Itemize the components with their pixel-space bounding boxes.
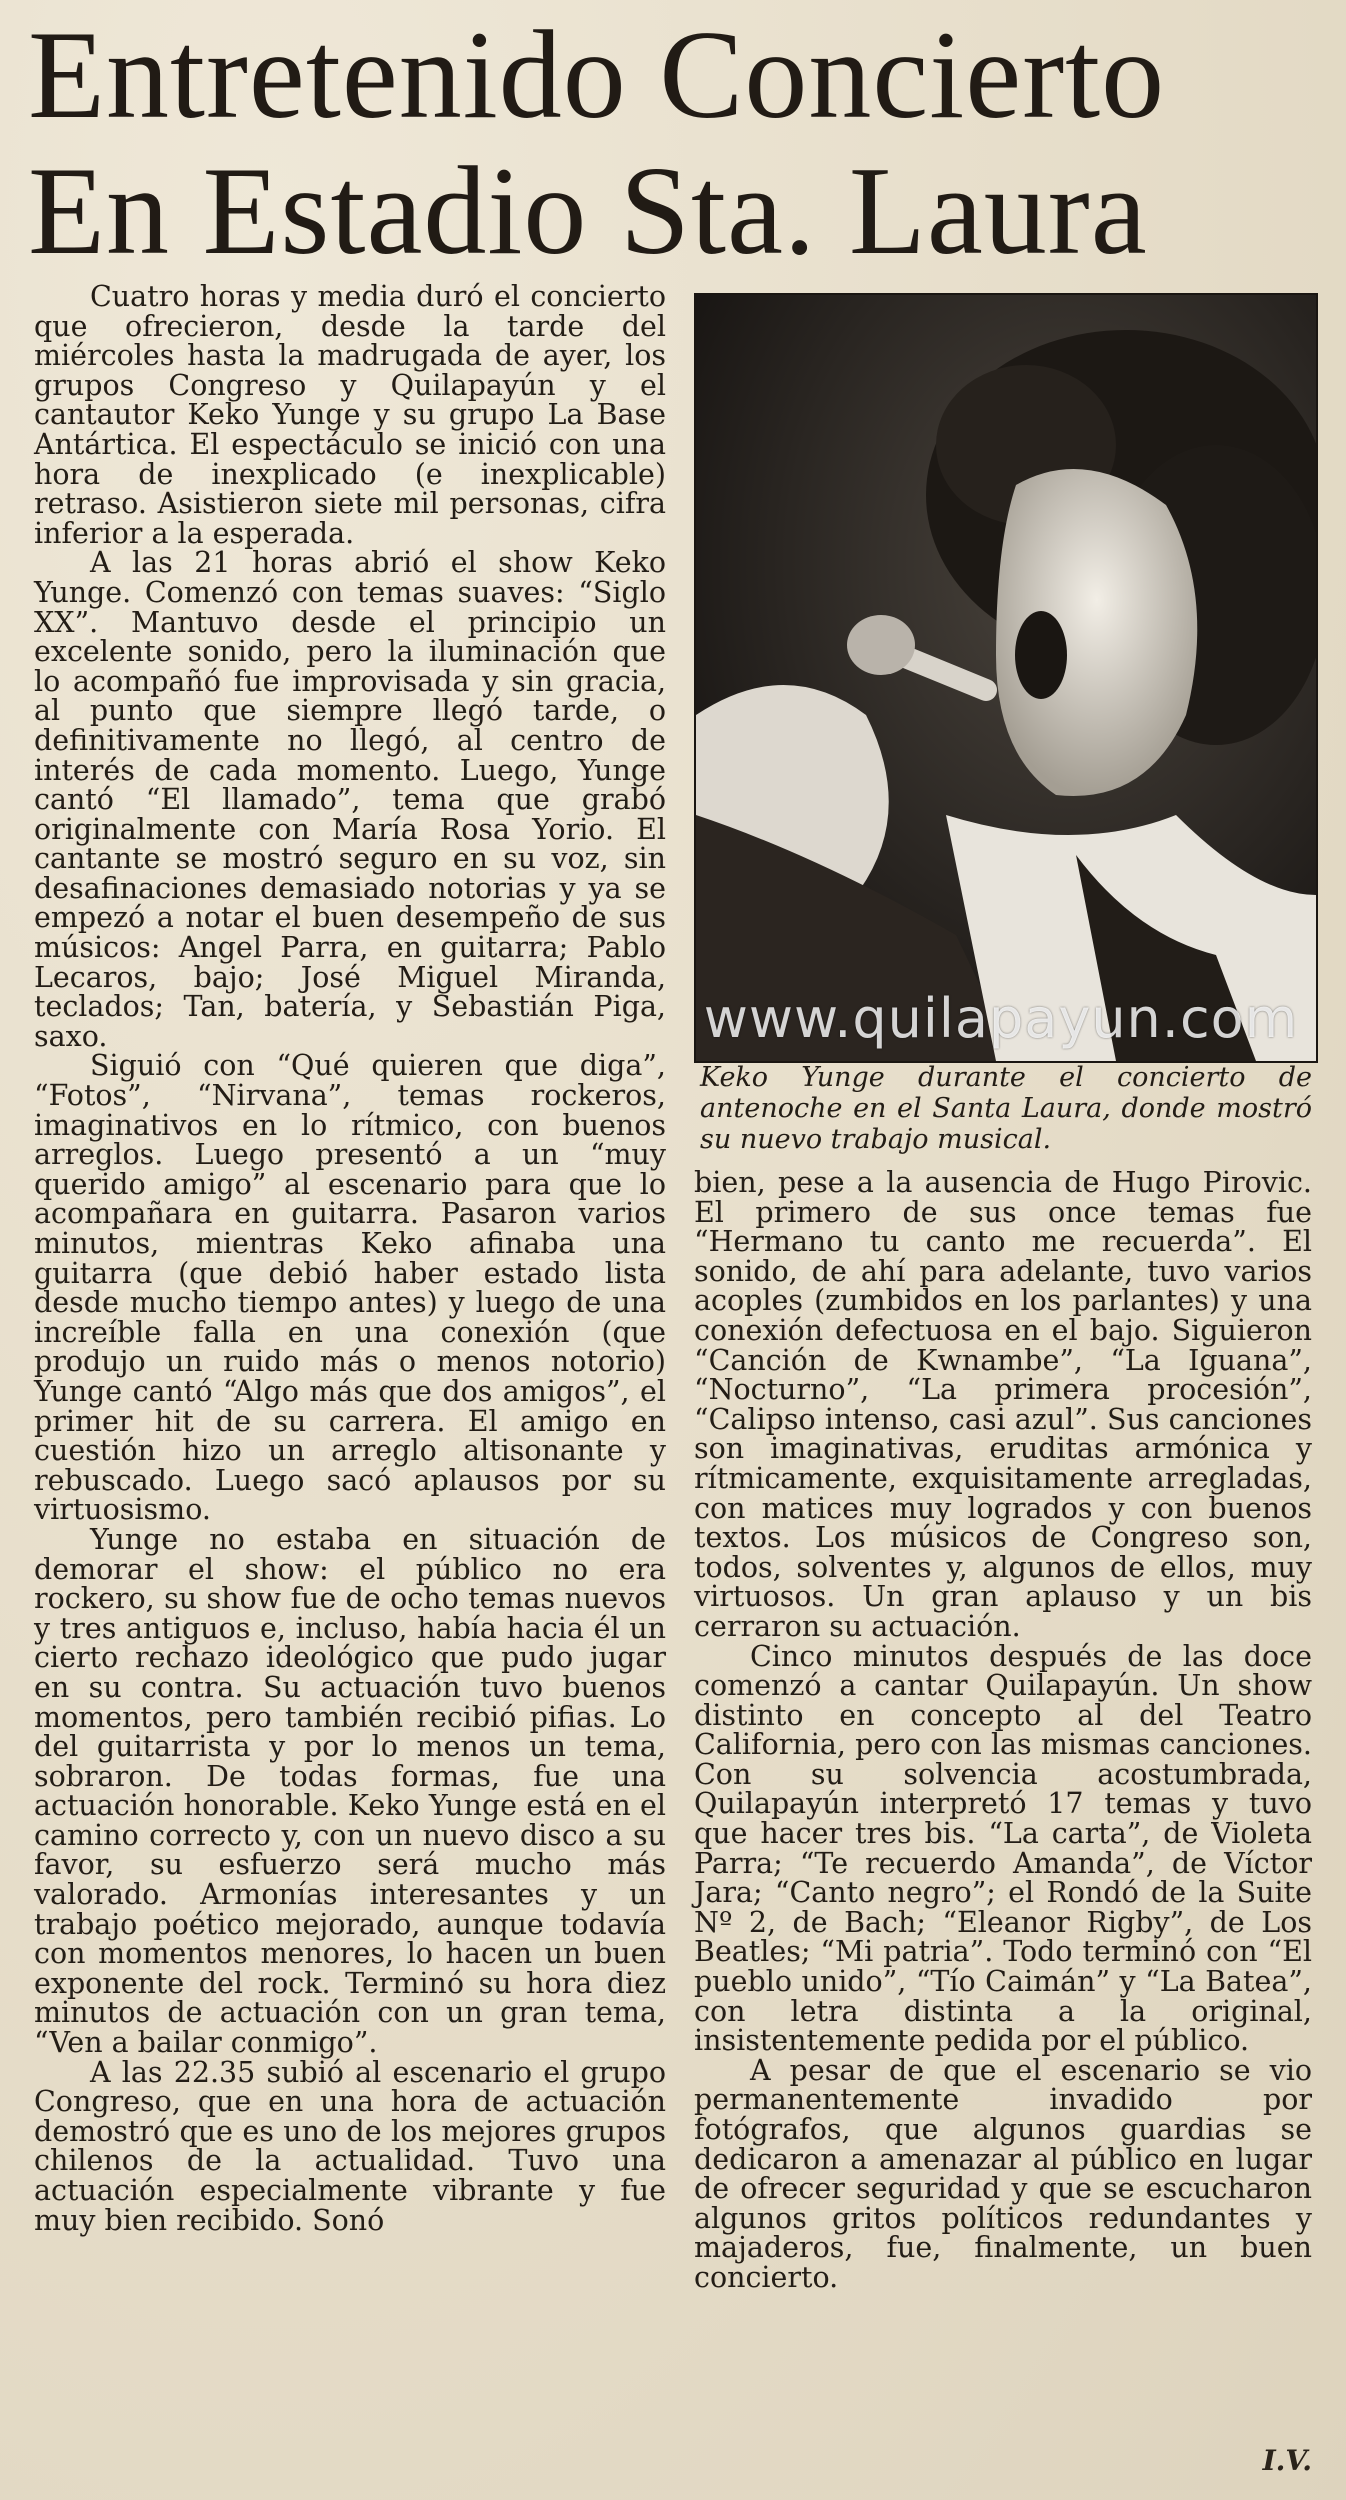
headline-line-1: Entretenido Concierto <box>28 6 1166 145</box>
paragraph-intro: Cuatro horas y media duró el concierto que ofrecieron, desde la tarde del miércoles hasta la madrugada de ayer, los grupos Congreso y Quilapayún y el cantautor Keko Yunge y su grupo La Base Antártica. El espectáculo se inició con una hora de inexplicado (e inexplicable) retraso. Asistieron siete mil personas, cifra inferior a la esperada. <box>34 280 666 550</box>
paragraph-congreso-continued: bien, pese a la ausencia de Hugo Pirovic. El primero de sus once temas fue “Hermano tu canto me recuerda”. El sonido, de ahí para adelante, tuvo varios acoples (zumbidos en los parlantes) y una conexión defectuosa en el bajo. Siguieron “Canción de Kwnambe”, “La Iguana”, “Nocturno”, “La primera procesión”, “Calipso intenso, casi azul”. Sus canciones son imaginativas, eruditas armónica y rítmicamente, exquisitamente arregladas, con matices muy logrados y con buenos textos. Los músicos de Congreso son, todos, solventes y, algunos de ellos, muy virtuosos. Un gran aplauso y un bis cerraron su actuación. <box>694 1166 1312 1643</box>
author-signature: I.V. <box>1262 2444 1312 2477</box>
concert-photo <box>694 293 1318 1063</box>
headline <box>28 8 1328 280</box>
watermark-text: www.quilapayun.com <box>703 987 1299 1050</box>
paragraph-congreso-start: A las 22.35 subió al escenario el grupo Congreso, que en una hora de actuación demostró que es uno de los mejores grupos chilenos de la actualidad. Tuvo una actuación especialmente vibrante y fue muy bien recibido. Sonó <box>34 2055 666 2237</box>
paragraph-conclusion: A pesar de que el escenario se vio permanentemente invadido por fotógrafos, que algunos guardias se dedicaron a amenazar al público en lugar de ofrecer seguridad y que se escucharon algunos gritos políticos redundantes y majaderos, fue, finalmente, un buen concierto. <box>694 2053 1312 2294</box>
singer-photo-illustration <box>696 295 1316 1061</box>
paragraph-rock-songs: Siguió con “Qué quieren que diga”, “Fotos”, “Nirvana”, temas rockeros, imaginativos en lo rítmico, con buenos arreglos. Luego presentó a un “muy querido amigo” al escenario para que lo acompañara en guitarra. Pasaron varios minutos, mientras Keko afinaba una guitarra (que debió haber estado lista desde mucho tiempo antes) y luego de una increíble falla en una conexión (que produjo un ruido más o menos notorio) Yunge cantó “Algo más que dos amigos”, el primer hit de su carrera. El amigo en cuestión hizo un arreglo altisonante y rebuscado. Luego sacó aplausos por su virtuosismo. <box>34 1049 666 1527</box>
article-column-right <box>694 1168 1312 2468</box>
headline-line-2: En Estadio Sta. Laura <box>28 142 1148 281</box>
paragraph-yunge-show: Yunge no estaba en situación de demorar el show: el público no era rockero, su show fue de ocho temas nuevos y tres antiguos e, incluso, había hacia él un cierto rechazo ideológico que pudo jugar en su contra. Su actuación tuvo buenos momentos, pero también recibió pifias. Lo del guitarrista y por lo menos un tema, sobraron. De todas formas, fue una actuación honorable. Keko Yunge está en el camino correcto y, con un nuevo disco a su favor, su esfuerzo será mucho más valorado. Armonías interesantes y un trabajo poético mejorado, aunque todavía con momentos menores, lo hacen un buen exponente del rock. Terminó su hora diez minutos de actuación con un gran tema, “Ven a bailar conmigo”. <box>34 1522 666 2060</box>
paragraph-keko-yunge: A las 21 horas abrió el show Keko Yunge. Comenzó con temas suaves: “Siglo XX”. Mantuvo desde el principio un excelente sonido, pero la iluminación que lo acompañó fue improvisada y sin gracia, al punto que siempre llegó tarde, o definitivamente no llegó, al centro de interés de cada momento. Luego, Yunge cantó “El llamado”, tema que grabó originalmente con María Rosa Yorio. El cantante se mostró seguro en su voz, sin desafinaciones demasiado notorias y ya se empezó a notar el buen desempeño de sus músicos: Angel Parra, en guitarra; Pablo Lecaros, bajo; José Miguel Miranda, teclados; Tan, batería, y Sebastián Piga, saxo. <box>34 546 666 1053</box>
photo-caption: Keko Yunge durante el concierto de antenoche en el Santa Laura, donde mostró su nuevo trabajo musical. <box>700 1062 1312 1155</box>
paragraph-quilapayun: Cinco minutos después de las doce comenzó a cantar Quilapayún. Un show distinto en concepto al del Teatro California, pero con las mismas canciones. Con su solvencia acostumbrada, Quilapayún interpretó 17 temas y tuvo que hacer tres bis. “La carta”, de Violeta Parra; “Te recuerdo Amanda”, de Víctor Jara; “Canto negro”; el Rondó de la Suite Nº 2, de Bach; “Eleanor Rigby”, de Los Beatles; “Mi patria”. Todo terminó con “El pueblo unido”, “Tío Caimán” y “La Batea”, con letra distinta a la original, insistentemente pedida por el público. <box>694 1639 1312 2058</box>
article-column-left <box>34 282 666 2482</box>
